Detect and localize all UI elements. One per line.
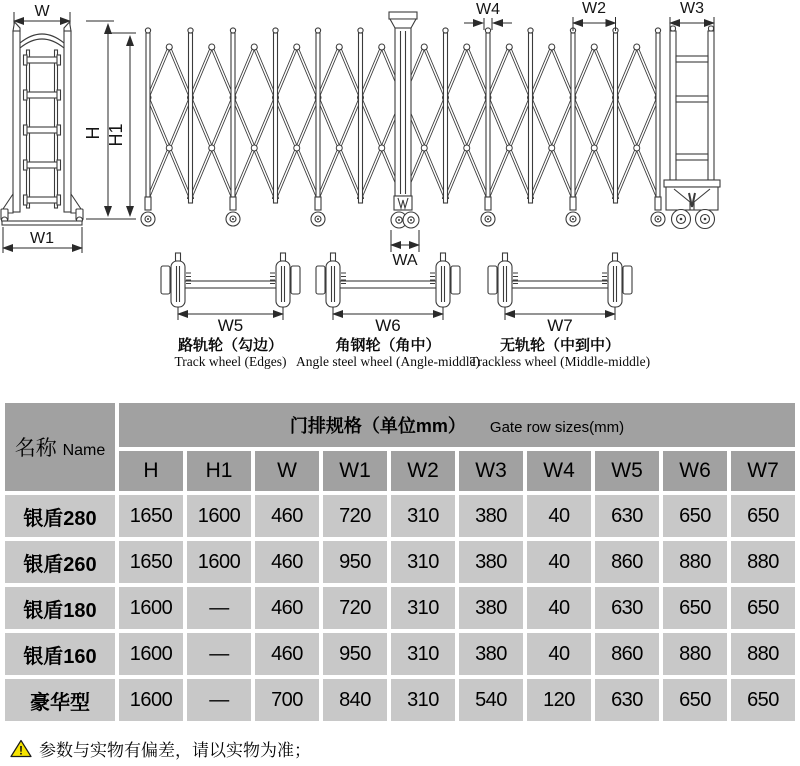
wheel-diagram-track <box>161 253 300 369</box>
dim-label-w6: W6 <box>375 316 401 335</box>
group-header <box>119 403 795 447</box>
spec-value: 540 <box>459 679 523 721</box>
spec-value: 650 <box>663 495 727 537</box>
wheel-caption-cn: 路轨轮（勾边） <box>177 338 284 354</box>
dim-label-w2: W2 <box>582 0 606 17</box>
spec-value: 310 <box>391 541 455 583</box>
group-header-cn: 门排规格（单位mm） <box>289 416 466 436</box>
spec-value: 880 <box>663 633 727 675</box>
spec-value: 630 <box>595 587 659 629</box>
spec-value: 380 <box>459 541 523 583</box>
model-name: 银盾280 <box>5 495 115 537</box>
spec-value: 460 <box>255 541 319 583</box>
wheel-caption-cn: 无轨轮（中到中） <box>499 338 621 354</box>
wheel-caption-en: Track wheel (Edges) <box>174 354 287 369</box>
wheel-caption-cn: 角钢轮（角中） <box>335 338 441 354</box>
spec-value: 380 <box>459 495 523 537</box>
spec-value: 880 <box>663 541 727 583</box>
spec-value: 720 <box>323 587 387 629</box>
col-header: W7 <box>731 451 795 491</box>
table-row <box>5 633 795 675</box>
spec-value: 950 <box>323 541 387 583</box>
col-header: W5 <box>595 451 659 491</box>
spec-value: 310 <box>391 587 455 629</box>
spec-value: — <box>187 679 251 721</box>
spec-value: 880 <box>731 541 795 583</box>
spec-value: 310 <box>391 633 455 675</box>
spec-value: 40 <box>527 495 591 537</box>
model-name: 豪华型 <box>5 679 115 721</box>
col-header: H1 <box>187 451 251 491</box>
spec-value: 1650 <box>119 495 183 537</box>
model-name: 银盾260 <box>5 541 115 583</box>
spec-value: 1600 <box>119 587 183 629</box>
spec-value: 1600 <box>187 541 251 583</box>
spec-value: 1600 <box>187 495 251 537</box>
col-header: W1 <box>323 451 387 491</box>
table-row <box>5 541 795 583</box>
dim-label-h1: H1 <box>106 123 126 147</box>
table-row <box>5 587 795 629</box>
col-header: W4 <box>527 451 591 491</box>
spec-value: 40 <box>527 587 591 629</box>
spec-value: 120 <box>527 679 591 721</box>
end-frame <box>664 26 720 229</box>
spec-value: 840 <box>323 679 387 721</box>
gate-front-view <box>1 3 83 253</box>
spec-value: 40 <box>527 633 591 675</box>
model-name: 银盾160 <box>5 633 115 675</box>
spec-value: 720 <box>323 495 387 537</box>
spec-value: 460 <box>255 587 319 629</box>
group-header-en: Gate row sizes(mm) <box>489 419 625 436</box>
footer-note-text: 参数与实物有偏差，请以实物为准； <box>39 741 311 760</box>
wheel-diagram-trackless <box>470 253 650 369</box>
column-header-row <box>5 451 795 491</box>
dim-label-w1: W1 <box>30 230 54 247</box>
spec-value: — <box>187 633 251 675</box>
height-dimensions <box>83 21 136 219</box>
spec-value: 310 <box>391 495 455 537</box>
spec-value: 700 <box>255 679 319 721</box>
wheel-caption-en: Angle steel wheel (Angle-middle) <box>295 354 481 369</box>
dim-label-w: W <box>34 3 50 20</box>
spec-value: 650 <box>663 679 727 721</box>
name-column-header <box>5 403 115 491</box>
spec-value: 950 <box>323 633 387 675</box>
name-header-en: Name <box>62 442 106 459</box>
footer-note <box>10 736 311 761</box>
spec-value: 40 <box>527 541 591 583</box>
spec-value: 650 <box>663 587 727 629</box>
spec-value: 630 <box>595 679 659 721</box>
col-header: W6 <box>663 451 727 491</box>
spec-value: 650 <box>731 679 795 721</box>
col-header: W2 <box>391 451 455 491</box>
dim-label-w7: W7 <box>547 316 573 335</box>
name-header-cn: 名称 <box>14 437 57 460</box>
spec-value: 380 <box>459 587 523 629</box>
dim-label-w4: W4 <box>476 1 500 18</box>
spec-value: 380 <box>459 633 523 675</box>
dim-label-w5: W5 <box>217 316 244 335</box>
spec-table <box>1 399 799 725</box>
dim-label-wa: WA <box>392 252 418 269</box>
warning-icon <box>10 739 32 758</box>
spec-value: 650 <box>731 495 795 537</box>
spec-value: 860 <box>595 541 659 583</box>
dim-label-w3: W3 <box>680 0 704 17</box>
table-row <box>5 679 795 721</box>
spec-value: 1650 <box>119 541 183 583</box>
spec-value: 310 <box>391 679 455 721</box>
dim-label-h: H <box>83 126 103 140</box>
spec-value: 460 <box>255 495 319 537</box>
col-header: H <box>119 451 183 491</box>
spec-value: 460 <box>255 633 319 675</box>
col-header: W3 <box>459 451 523 491</box>
spec-value: — <box>187 587 251 629</box>
spec-value: 630 <box>595 495 659 537</box>
top-dimensions <box>464 0 714 31</box>
model-name: 银盾180 <box>5 587 115 629</box>
table-row <box>5 495 795 537</box>
col-header: W <box>255 451 319 491</box>
spec-value: 880 <box>731 633 795 675</box>
spec-value: 650 <box>731 587 795 629</box>
spec-value: 1600 <box>119 633 183 675</box>
wheel-diagram-angle-steel <box>296 253 480 369</box>
svg-text:!: ! <box>19 743 23 758</box>
spec-value: 1600 <box>119 679 183 721</box>
wheel-caption-en: Trackless wheel (Middle-middle) <box>469 354 651 369</box>
spec-value: 860 <box>595 633 659 675</box>
